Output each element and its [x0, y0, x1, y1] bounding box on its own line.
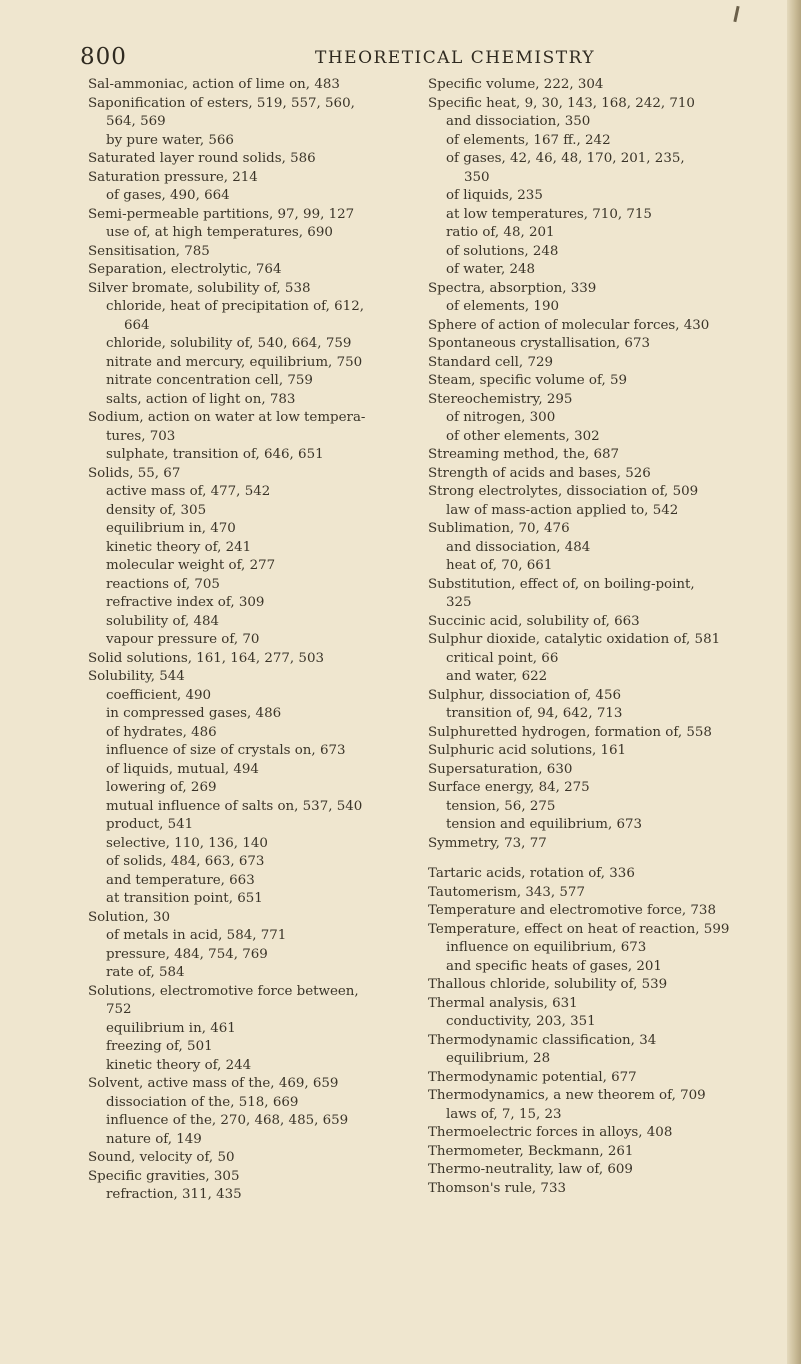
index-subentry	[88, 946, 413, 965]
index-subentry	[88, 224, 413, 243]
entry-line: Symmetry, 73, 77	[428, 835, 547, 851]
entry-line: of elements, 190	[446, 299, 559, 314]
index-entry	[428, 76, 753, 95]
entry-line: vapour pressure of, 70	[106, 632, 260, 647]
index-subentry	[428, 261, 753, 280]
entry-line: nature of, 149	[106, 1131, 202, 1147]
index-subentry	[88, 872, 413, 891]
entry-line: Sulphur, dissociation of, 456	[428, 687, 621, 703]
entry-line: of gases, 42, 46, 48, 170, 201, 235,	[446, 151, 685, 166]
index-subentry	[88, 779, 413, 798]
index-entry	[88, 1168, 413, 1187]
entry-line: law of mass-action applied to, 542	[446, 502, 679, 518]
index-entry	[428, 335, 753, 354]
index-subentry	[428, 557, 753, 576]
entry-line: Strong electrolytes, dissociation of, 509	[428, 484, 699, 499]
index-subentry	[428, 224, 753, 243]
entry-line: Sal-ammoniac, action of lime on, 483	[88, 77, 340, 92]
index-entry	[428, 884, 753, 903]
entry-line: Solid solutions, 161, 164, 277, 503	[88, 650, 324, 666]
entry-line: heat of, 70, 661	[446, 558, 553, 573]
ink-mark	[733, 6, 739, 22]
index-subentry	[88, 502, 413, 521]
index-entry	[428, 761, 753, 780]
entry-line: use of, at high temperatures, 690	[106, 225, 333, 240]
index-subentry	[88, 520, 413, 539]
index-subentry	[88, 1186, 413, 1205]
entry-line: Sublimation, 70, 476	[428, 521, 570, 536]
index-subentry	[428, 113, 753, 132]
page-edge-shadow	[787, 0, 801, 1364]
entry-line: Thermodynamic classification, 34	[428, 1032, 657, 1048]
index-subentry	[88, 1038, 413, 1057]
entry-line: solubility of, 484	[106, 613, 220, 629]
index-subentry	[428, 409, 753, 428]
entry-line: Standard cell, 729	[428, 354, 554, 370]
entry-line: critical point, 66	[446, 650, 559, 666]
index-entry	[428, 631, 753, 650]
entry-line: and dissociation, 350	[446, 114, 591, 129]
index-subentry	[428, 705, 753, 724]
entry-line: in compressed gases, 486	[106, 706, 282, 721]
index-entry	[88, 1149, 413, 1168]
index-entry	[428, 724, 753, 743]
index-subentry	[428, 798, 753, 817]
entry-line: at transition point, 651	[106, 891, 263, 906]
index-subentry	[88, 354, 413, 373]
entry-line: mutual influence of salts on, 537, 540	[106, 798, 363, 814]
index-subentry	[428, 816, 753, 835]
entry-line: Solution, 30	[88, 909, 171, 925]
entry-continuation-line: 350	[464, 169, 490, 185]
entry-line: Temperature, effect on heat of reaction, 599	[428, 921, 730, 937]
index-subentry	[428, 1013, 753, 1032]
entry-line: Saponification of esters, 519, 557, 560,	[88, 95, 355, 111]
index-entry	[88, 169, 413, 188]
index-subentry	[88, 687, 413, 706]
entry-line: Tartaric acids, rotation of, 336	[428, 866, 635, 881]
entry-line: Solvent, active mass of the, 469, 659	[88, 1076, 339, 1091]
entry-line: Sensitisation, 785	[88, 243, 210, 259]
index-subentry	[428, 206, 753, 225]
entry-line: and water, 622	[446, 669, 548, 684]
entry-line: Substitution, effect of, on boiling-point,	[428, 576, 695, 592]
entry-line: Thomson's rule, 733	[428, 1180, 566, 1196]
entry-line: influence on equilibrium, 673	[446, 940, 647, 955]
entry-line: Supersaturation, 630	[428, 761, 573, 777]
entry-line: ratio of, 48, 201	[446, 225, 555, 240]
index-subentry	[428, 150, 753, 187]
index-entry	[428, 687, 753, 706]
entry-line: of elements, 167 ff., 242	[446, 132, 611, 148]
entry-line: and specific heats of gases, 201	[446, 958, 662, 974]
entry-line: Sulphuretted hydrogen, formation of, 558	[428, 724, 712, 740]
index-entry	[88, 983, 413, 1020]
index-subentry	[428, 428, 753, 447]
entry-line: of hydrates, 486	[106, 724, 217, 740]
index-entry	[428, 1069, 753, 1088]
entry-line: Solutions, electromotive force between,	[88, 983, 359, 999]
entry-line: Succinic acid, solubility of, 663	[428, 613, 640, 629]
index-subentry	[88, 335, 413, 354]
entry-line: Streaming method, the, 687	[428, 447, 620, 462]
entry-continuation-line: 752	[106, 1002, 132, 1017]
entry-line: kinetic theory of, 244	[106, 1057, 252, 1073]
entry-line: Specific volume, 222, 304	[428, 77, 604, 92]
index-subentry	[428, 539, 753, 558]
index-subentry	[88, 816, 413, 835]
entry-line: of water, 248	[446, 262, 536, 277]
index-subentry	[88, 557, 413, 576]
index-entry	[428, 1143, 753, 1162]
running-title: THEORETICAL CHEMISTRY	[315, 48, 596, 68]
index-subentry	[88, 613, 413, 632]
index-entry	[428, 354, 753, 373]
index-entry	[88, 206, 413, 225]
index-subentry	[428, 958, 753, 977]
entry-line: transition of, 94, 642, 713	[446, 706, 623, 721]
entry-line: Thermo-neutrality, law of, 609	[428, 1162, 633, 1177]
index-entry	[88, 150, 413, 169]
index-column-left	[88, 76, 413, 1205]
entry-line: selective, 110, 136, 140	[106, 835, 268, 851]
entry-line: at low temperatures, 710, 715	[446, 206, 652, 222]
index-subentry	[428, 1106, 753, 1125]
index-entry	[88, 909, 413, 928]
entry-line: of solids, 484, 663, 673	[106, 854, 265, 869]
index-entry	[428, 280, 753, 299]
entry-line: influence of the, 270, 468, 485, 659	[106, 1113, 349, 1128]
entry-line: equilibrium in, 461	[106, 1020, 236, 1036]
index-entry	[88, 280, 413, 299]
index-subentry	[88, 1020, 413, 1039]
index-entry	[88, 243, 413, 262]
index-entry	[428, 1032, 753, 1051]
index-subentry	[88, 446, 413, 465]
index-subentry	[428, 187, 753, 206]
entry-line: and temperature, 663	[106, 872, 255, 888]
index-entry	[88, 261, 413, 280]
index-entry	[428, 465, 753, 484]
index-subentry	[88, 631, 413, 650]
entry-line: Sodium, action on water at low tempera-	[88, 410, 366, 425]
index-subentry	[88, 187, 413, 206]
entry-line: nitrate concentration cell, 759	[106, 373, 313, 388]
entry-line: nitrate and mercury, equilibrium, 750	[106, 354, 363, 370]
index-entry	[428, 446, 753, 465]
index-entry	[428, 835, 753, 854]
entry-line: active mass of, 477, 542	[106, 484, 271, 499]
entry-line: freezing of, 501	[106, 1039, 213, 1054]
index-subentry	[428, 939, 753, 958]
entry-line: Solubility, 544	[88, 669, 185, 684]
index-subentry	[428, 668, 753, 687]
page-header	[80, 44, 730, 74]
index-entry	[428, 779, 753, 798]
entry-line: equilibrium in, 470	[106, 521, 236, 536]
index-entry	[428, 1180, 753, 1199]
index-subentry	[428, 502, 753, 521]
index-subentry	[88, 539, 413, 558]
entry-line: Thermometer, Beckmann, 261	[428, 1143, 634, 1159]
entry-continuation-line: 325	[446, 595, 472, 610]
index-entry	[428, 520, 753, 539]
entry-line: Thermodynamic potential, 677	[428, 1069, 637, 1085]
entry-line: by pure water, 566	[106, 132, 234, 148]
index-subentry	[88, 761, 413, 780]
entry-continuation-line: 664	[124, 317, 150, 333]
entry-line: Surface energy, 84, 275	[428, 780, 590, 795]
entry-line: Sphere of action of molecular forces, 430	[428, 317, 710, 333]
index-entry	[428, 483, 753, 502]
entry-line: Saturation pressure, 214	[88, 169, 258, 185]
index-entry	[428, 95, 753, 114]
entry-line: coefficient, 490	[106, 687, 212, 703]
index-subentry	[88, 391, 413, 410]
entry-line: density of, 305	[106, 502, 207, 518]
index-subentry	[88, 1112, 413, 1131]
index-subentry	[88, 594, 413, 613]
entry-line: Specific heat, 9, 30, 143, 168, 242, 710	[428, 95, 695, 111]
entry-line: salts, action of light on, 783	[106, 391, 296, 407]
index-entry	[88, 95, 413, 132]
entry-line: laws of, 7, 15, 23	[446, 1106, 562, 1122]
entry-line: Thallous chloride, solubility of, 539	[428, 977, 668, 992]
entry-line: Sulphur dioxide, catalytic oxidation of, 581	[428, 632, 721, 647]
index-subentry	[88, 964, 413, 983]
entry-line: chloride, heat of precipitation of, 612,	[106, 299, 364, 314]
entry-line: refraction, 311, 435	[106, 1187, 242, 1202]
entry-line: dissociation of the, 518, 669	[106, 1094, 299, 1110]
entry-line: lowering of, 269	[106, 780, 217, 795]
entry-line: of other elements, 302	[446, 428, 600, 444]
index-entry	[428, 613, 753, 632]
index-entry	[88, 409, 413, 446]
entry-line: Silver bromate, solubility of, 538	[88, 280, 311, 296]
index-subentry	[428, 1050, 753, 1069]
entry-line: product, 541	[106, 817, 194, 832]
index-entry	[428, 865, 753, 884]
entry-line: sulphate, transition of, 646, 651	[106, 447, 324, 462]
entry-line: of gases, 490, 664	[106, 188, 230, 203]
entry-line: conductivity, 203, 351	[446, 1014, 596, 1029]
index-entry	[428, 995, 753, 1014]
entry-continuation-line: 564, 569	[106, 114, 166, 129]
entry-line: chloride, solubility of, 540, 664, 759	[106, 336, 352, 351]
index-entry	[88, 465, 413, 484]
entry-line: reactions of, 705	[106, 576, 220, 592]
index-entry	[88, 668, 413, 687]
index-subentry	[88, 132, 413, 151]
index-entry	[428, 921, 753, 940]
index-entry	[428, 1161, 753, 1180]
index-subentry	[88, 1057, 413, 1076]
index-subentry	[428, 132, 753, 151]
entry-line: of liquids, mutual, 494	[106, 761, 259, 777]
index-subentry	[88, 835, 413, 854]
entry-line: of liquids, 235	[446, 188, 543, 203]
entry-line: Thermal analysis, 631	[428, 995, 578, 1011]
index-entry	[428, 1087, 753, 1106]
index-entry	[428, 742, 753, 761]
index-entry	[428, 372, 753, 391]
entry-line: pressure, 484, 754, 769	[106, 946, 268, 962]
index-subentry	[88, 927, 413, 946]
entry-line: of metals in acid, 584, 771	[106, 928, 287, 943]
index-entry	[88, 1075, 413, 1094]
index-subentry	[428, 650, 753, 669]
index-subentry	[88, 1094, 413, 1113]
entry-line: Strength of acids and bases, 526	[428, 465, 651, 481]
entry-line: Tautomerism, 343, 577	[428, 884, 585, 900]
index-column-right	[428, 76, 753, 1198]
index-entry	[428, 391, 753, 410]
entry-line: Thermodynamics, a new theorem of, 709	[428, 1088, 706, 1103]
index-subentry	[88, 853, 413, 872]
index-subentry	[88, 298, 413, 335]
index-subentry	[428, 298, 753, 317]
entry-line: Spontaneous crystallisation, 673	[428, 336, 650, 351]
index-entry	[428, 902, 753, 921]
entry-line: Semi-permeable partitions, 97, 99, 127	[88, 206, 355, 222]
entry-line: of nitrogen, 300	[446, 410, 556, 425]
entry-line: Solids, 55, 67	[88, 465, 181, 481]
entry-line: kinetic theory of, 241	[106, 539, 252, 555]
index-entry	[88, 650, 413, 669]
entry-line: molecular weight of, 277	[106, 558, 276, 573]
index-subentry	[88, 576, 413, 595]
entry-line: Specific gravities, 305	[88, 1168, 240, 1184]
index-subentry	[88, 372, 413, 391]
entry-line: Saturated layer round solids, 586	[88, 151, 316, 166]
index-entry	[428, 976, 753, 995]
index-entry	[428, 1124, 753, 1143]
entry-line: tension and equilibrium, 673	[446, 817, 643, 832]
index-subentry	[88, 1131, 413, 1150]
index-subentry	[88, 742, 413, 761]
entry-line: influence of size of crystals on, 673	[106, 743, 346, 758]
entry-line: of solutions, 248	[446, 243, 559, 259]
entry-continuation-line: tures, 703	[106, 428, 176, 444]
index-subentry	[88, 483, 413, 502]
entry-line: Sound, velocity of, 50	[88, 1150, 235, 1165]
entry-line: Sulphuric acid solutions, 161	[428, 743, 627, 758]
entry-line: Steam, specific volume of, 59	[428, 373, 628, 388]
entry-line: and dissociation, 484	[446, 539, 591, 555]
entry-line: Thermoelectric forces in alloys, 408	[428, 1125, 673, 1140]
section-gap	[428, 853, 753, 865]
index-entry	[428, 576, 753, 613]
entry-line: Stereochemistry, 295	[428, 391, 573, 407]
entry-line: refractive index of, 309	[106, 595, 265, 610]
entry-line: rate of, 584	[106, 965, 185, 980]
entry-line: equilibrium, 28	[446, 1051, 551, 1066]
index-entry	[88, 76, 413, 95]
index-entry	[428, 317, 753, 336]
index-subentry	[428, 243, 753, 262]
entry-line: tension, 56, 275	[446, 798, 556, 814]
page-number: 800	[80, 44, 127, 70]
index-subentry	[88, 724, 413, 743]
entry-line: Spectra, absorption, 339	[428, 280, 597, 296]
entry-line: Temperature and electromotive force, 738	[428, 903, 716, 918]
index-subentry	[88, 890, 413, 909]
entry-line: Separation, electrolytic, 764	[88, 262, 282, 277]
index-subentry	[88, 798, 413, 817]
index-subentry	[88, 705, 413, 724]
